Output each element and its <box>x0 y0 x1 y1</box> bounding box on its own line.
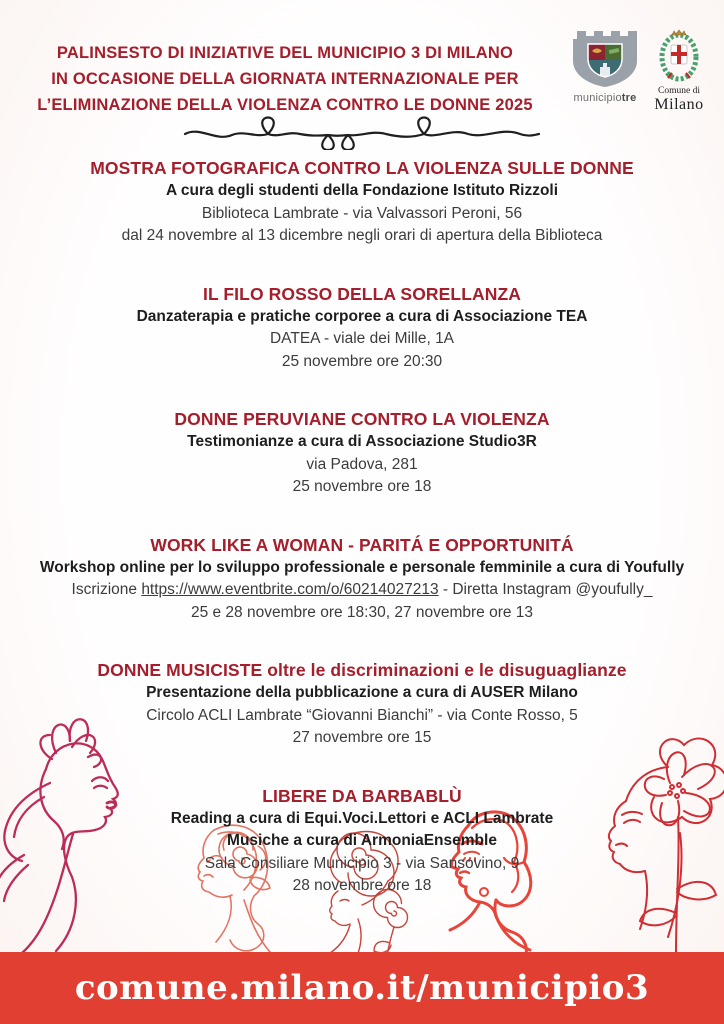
event-subtitle: Danzaterapia e pratiche corporee a cura di Associazione TEA <box>136 307 588 325</box>
events-list <box>0 157 724 933</box>
municipality-website-url[interactable]: comune.milano.it/municipio3 <box>74 968 650 1008</box>
event-mostra-fotografica <box>0 157 724 248</box>
comune-di-milano-crest-icon <box>652 27 706 85</box>
event-location: Sala Consiliare Municipio 3 - via Sansovino, 9 <box>204 854 520 872</box>
event-subtitle: Workshop online per lo sviluppo professionale e personale femminile a cura di Youfully <box>39 558 685 576</box>
event-libere-da-barbablu <box>0 785 724 898</box>
comune-di-milano-label <box>654 87 703 114</box>
event-work-like-a-woman <box>0 534 724 625</box>
event-date: 25 novembre ore 18 <box>292 478 432 495</box>
header-line-1: PALINSESTO DI INIZIATIVE DEL MUNICIPIO 3 DI MILANO <box>56 44 514 62</box>
event-date: 28 novembre ore 18 <box>292 877 432 894</box>
event-location: DATEA - viale dei Mille, 1A <box>269 330 455 347</box>
event-location: via Padova, 281 <box>306 455 418 473</box>
event-date: 25 e 28 novembre ore 18:30, 27 novembre ore 13 <box>190 603 534 621</box>
municipio-label-bold: tre <box>621 92 637 104</box>
squiggle-divider-icon <box>182 110 542 150</box>
event-date: dal 24 novembre al 13 dicembre negli orari di apertura della Biblioteca <box>121 227 603 244</box>
footer-banner <box>0 952 724 1024</box>
event-subtitle: Reading a cura di Equi.Voci.Lettori e ACLI Lambrate <box>170 809 554 827</box>
municipio-label-regular: municipio <box>573 92 622 104</box>
poster-header <box>34 40 536 118</box>
event-date: 25 novembre ore 20:30 <box>281 352 443 370</box>
comune-di-milano-logo <box>652 27 706 114</box>
comune-label-line1: Comune di <box>658 86 700 96</box>
event-title: DONNE PERUVIANE CONTRO LA VIOLENZA <box>174 409 550 429</box>
header-line-3: L’ELIMINAZIONE DELLA VIOLENZA CONTRO LE DONNE 2025 <box>37 96 533 114</box>
event-registration-line <box>0 579 724 602</box>
header-line-2: IN OCCASIONE DELLA GIORNATA INTERNAZIONALE PER <box>51 70 519 88</box>
eventbrite-link[interactable]: https://www.eventbrite.com/o/60214027213 <box>141 581 439 598</box>
comune-label-line2: Milano <box>654 95 704 113</box>
event-donne-musiciste <box>0 659 724 750</box>
event-title: WORK LIKE A WOMAN - PARITÁ E OPPORTUNITÁ <box>150 534 574 555</box>
event-subtitle: Testimonianze a cura di Associazione Studio3R <box>187 433 537 450</box>
event-donne-peruviane <box>0 408 724 499</box>
municipio-tre-logo <box>572 27 638 104</box>
event-title: MOSTRA FOTOGRAFICA CONTRO LA VIOLENZA SULLE DONNE <box>90 158 634 178</box>
municipio-tre-label <box>574 92 637 104</box>
registration-prefix: Iscrizione <box>71 581 142 598</box>
event-subtitle: A cura degli studenti della Fondazione Istituto Rizzoli <box>165 182 559 199</box>
event-location: Biblioteca Lambrate - via Valvassori Peroni, 56 <box>201 204 523 222</box>
municipio-tre-crest-icon <box>572 27 638 89</box>
registration-suffix: - Diretta Instagram @youfully_ <box>438 581 653 598</box>
event-subtitle: Presentazione della pubblicazione a cura di AUSER Milano <box>146 684 578 701</box>
event-location: Circolo ACLI Lambrate “Giovanni Bianchi” - via Conte Rosso, 5 <box>146 706 578 724</box>
logo-row <box>572 27 706 114</box>
event-title: DONNE MUSICISTE oltre le discriminazioni e le disuguaglianze <box>97 660 627 680</box>
event-filo-rosso <box>0 283 724 374</box>
event-title: LIBERE DA BARBABLÙ <box>262 785 462 806</box>
event-title: IL FILO ROSSO DELLA SORELLANZA <box>203 283 521 304</box>
event-subtitle-2: Musiche a cura di ArmoniaEnsemble <box>227 832 497 849</box>
event-date: 27 novembre ore 15 <box>292 729 432 746</box>
